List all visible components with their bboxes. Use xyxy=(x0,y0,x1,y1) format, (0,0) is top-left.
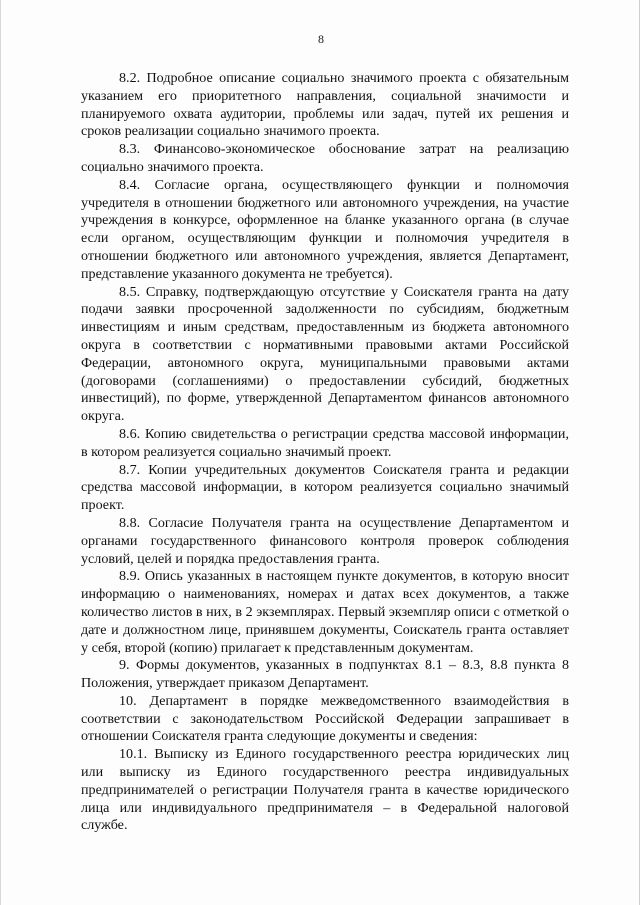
paragraph-8-9: 8.9. Опись указанных в настоящем пункте документов, в которую вносит информацию о наименованиях, номерах и датах всех документов, а также количество листов в них, в 2 экземплярах. Первый экземпляр описи с отметкой о дате и должностном лице, принявшем документы, Соискатель гранта оставляет у себя, второй (копию) прилагает к представленным документам. xyxy=(81,568,569,656)
paragraph-10-1: 10.1. Выписку из Единого государственного реестра юридических лиц или выписку из Единого государственного реестра индивидуальных предпринимателей о регистрации Получателя гранта в качестве юридического лица или индивидуального предпринимателя – в Федеральной налоговой службе. xyxy=(81,746,569,834)
paragraph-8-7: 8.7. Копии учредительных документов Соискателя гранта и редакции средства массовой информации, в котором реализуется социально значимый проект. xyxy=(81,461,569,514)
paragraph-10: 10. Департамент в порядке межведомственного взаимодействия в соответствии с законодательством Российской Федерации запрашивает в отношении Соискателя гранта следующие документы и сведения: xyxy=(81,692,569,745)
paragraph-9: 9. Формы документов, указанных в подпунктах 8.1 – 8.3, 8.8 пункта 8 Положения, утверждает приказом Департамент. xyxy=(81,657,569,692)
paragraph-8-2: 8.2. Подробное описание социально значимого проекта с обязательным указанием его приоритетного направления, социальной значимости и планируемого охвата аудитории, проблемы или задач, путей их решения и сроков реализации социально значимого проекта. xyxy=(81,70,569,140)
paragraph-8-4: 8.4. Согласие органа, осуществляющего функции и полномочия учредителя в отношении бюджетного или автономного учреждения, на участие учреждения в конкурсе, оформленное на бланке указанного органа (в случае если органом, осуществляющим функции и полномочия учредителя в отношении бюджетного или автономного учреждения, является Департамент, представление указанного документа не требуется). xyxy=(81,176,569,282)
paragraph-8-5: 8.5. Справку, подтверждающую отсутствие у Соискателя гранта на дату подачи заявки просроченной задолженности по субсидиям, бюджетным инвестициям и иным средствам, предоставленным из бюджета автономного округа в соответствии с нормативными правовыми актами Российской Федерации, автономного округа, муниципальными правовыми актами (договорами (соглашениями) о предоставлении субсидий, бюджетных инвестиций), по форме, утвержденной Департаментом финансов автономного округа. xyxy=(81,283,569,425)
document-body xyxy=(81,70,569,835)
paragraph-8-6: 8.6. Копию свидетельства о регистрации средства массовой информации, в котором реализуется социально значимый проект. xyxy=(81,425,569,460)
paragraph-8-3: 8.3. Финансово-экономическое обоснование затрат на реализацию социально значимого проекта. xyxy=(81,141,569,175)
paragraph-8-8: 8.8. Согласие Получателя гранта на осуществление Департаментом и органами государственного финансового контроля проверок соблюдения условий, целей и порядка предоставления гранта. xyxy=(81,514,569,567)
page-number: 8 xyxy=(318,32,324,46)
